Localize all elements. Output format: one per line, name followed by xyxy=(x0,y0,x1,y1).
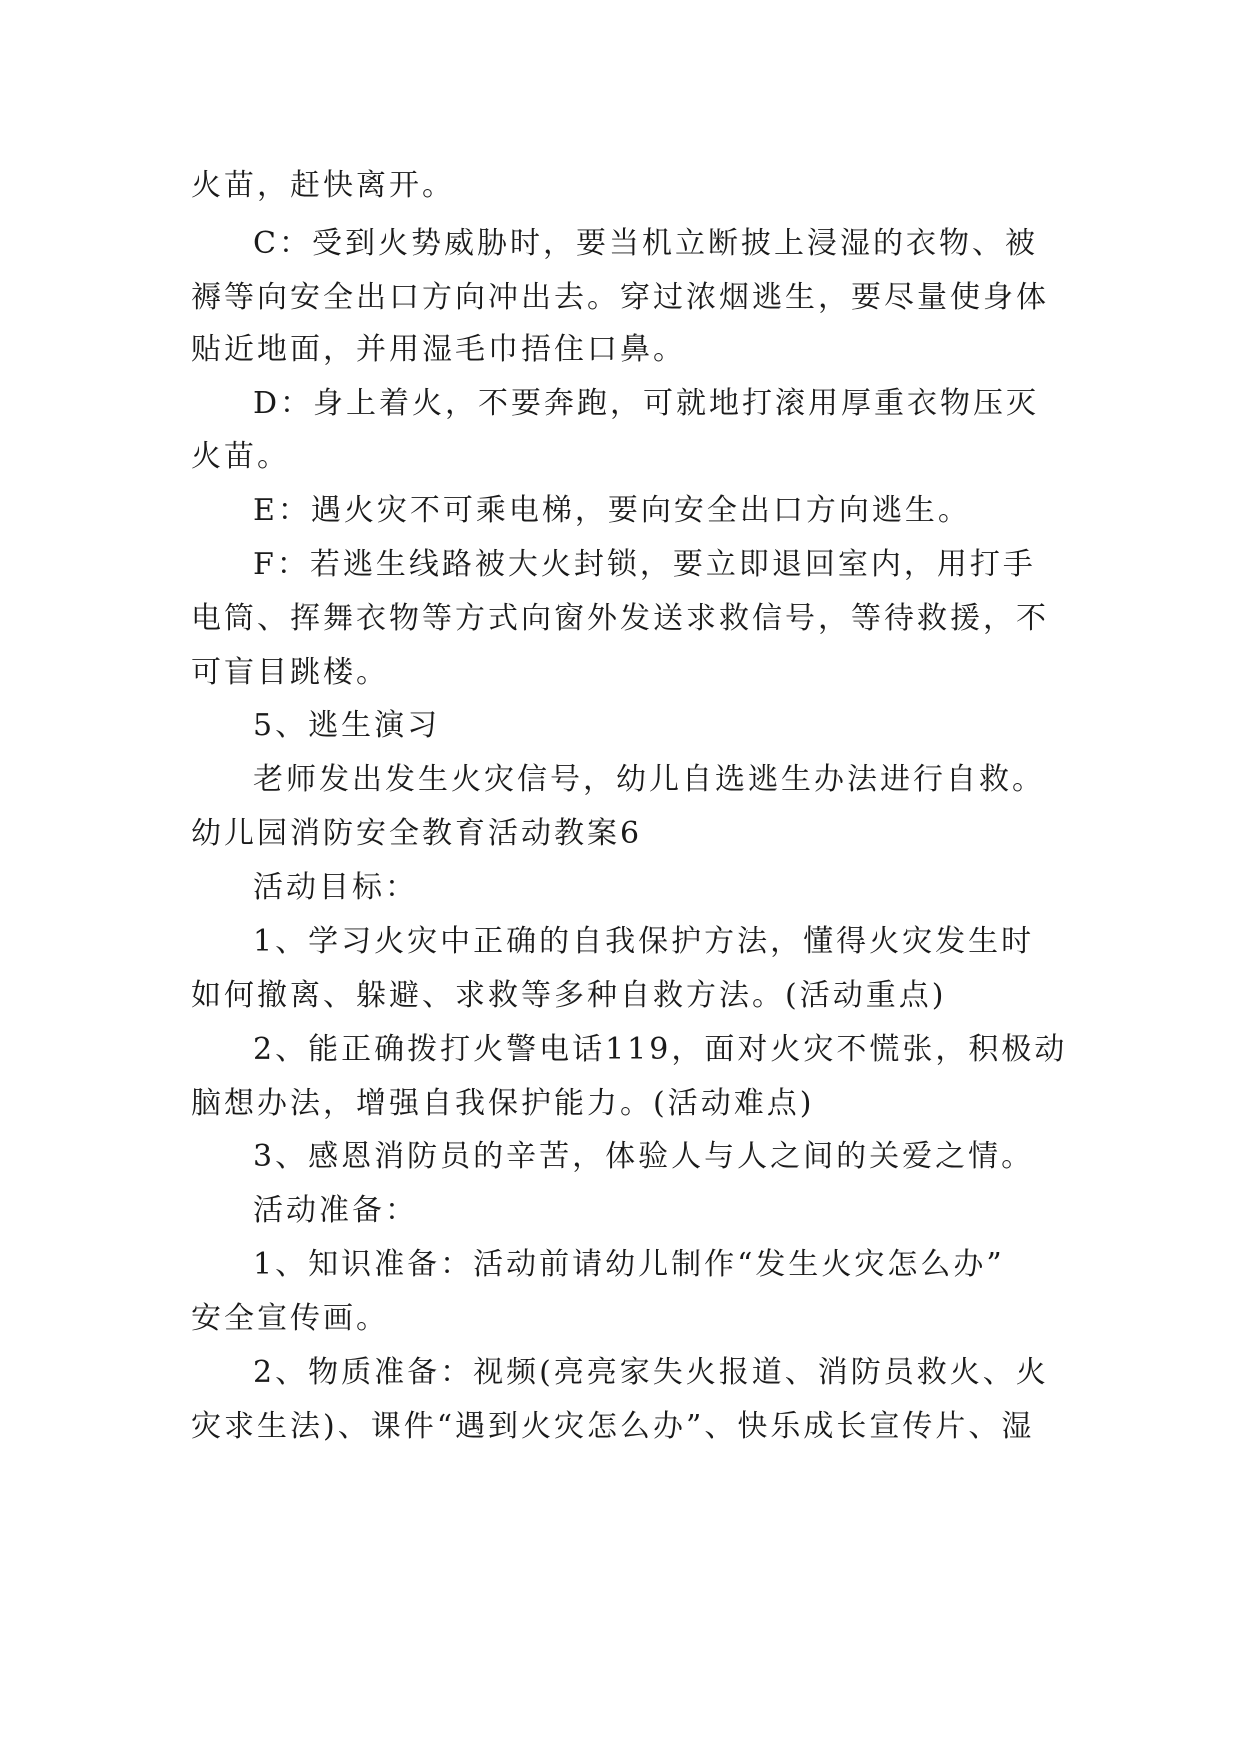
text-line: 灾求生法)、课件“遇到火灾怎么办”、快乐成长宣传片、湿 xyxy=(191,1409,1035,1444)
text-line: 老师发出发生火灾信号，幼儿自选逃生办法进行自救。 xyxy=(253,762,1045,797)
text-line: 电筒、挥舞衣物等方式向窗外发送求救信号，等待救援，不 xyxy=(191,601,1049,636)
document-title: 幼儿园消防安全教育活动教案6 xyxy=(191,816,643,851)
text-line: 可盲目跳楼。 xyxy=(191,655,389,690)
text-line: 火苗，赶快离开。 xyxy=(191,168,455,203)
text-line: 脑想办法，增强自我保护能力。(活动难点) xyxy=(191,1086,815,1121)
text-line: 2、能正确拨打火警电话119，面对火灾不慌张，积极动 xyxy=(253,1032,1068,1067)
text-line: 3、感恩消防员的辛苦，体验人与人之间的关爱之情。 xyxy=(253,1139,1035,1174)
section-heading: 活动目标： xyxy=(253,870,418,905)
text-line: E：遇火灾不可乘电梯，要向安全出口方向逃生。 xyxy=(253,493,971,528)
section-heading: 5、逃生演习 xyxy=(253,708,441,743)
section-heading: 活动准备： xyxy=(253,1193,418,1228)
text-line: 褥等向安全出口方向冲出去。穿过浓烟逃生，要尽量使身体 xyxy=(191,280,1049,315)
text-line: 1、知识准备：活动前请幼儿制作“发生火灾怎么办” xyxy=(253,1247,1005,1282)
text-line: 如何撤离、躲避、求救等多种自救方法。(活动重点) xyxy=(191,978,947,1013)
text-line: 火苗。 xyxy=(191,439,290,474)
text-line: 2、物质准备：视频(亮亮家失火报道、消防员救火、火 xyxy=(253,1355,1049,1390)
text-line: D：身上着火，不要奔跑，可就地打滚用厚重衣物压灭 xyxy=(253,386,1040,421)
text-line: 1、学习火灾中正确的自我保护方法，懂得火灾发生时 xyxy=(253,924,1035,959)
text-line: C：受到火势威胁时，要当机立断披上浸湿的衣物、被 xyxy=(253,226,1038,261)
text-line: F：若逃生线路被大火封锁，要立即退回室内，用打手 xyxy=(253,547,1036,582)
text-line: 安全宣传画。 xyxy=(191,1301,389,1336)
text-line: 贴近地面，并用湿毛巾捂住口鼻。 xyxy=(191,332,686,367)
